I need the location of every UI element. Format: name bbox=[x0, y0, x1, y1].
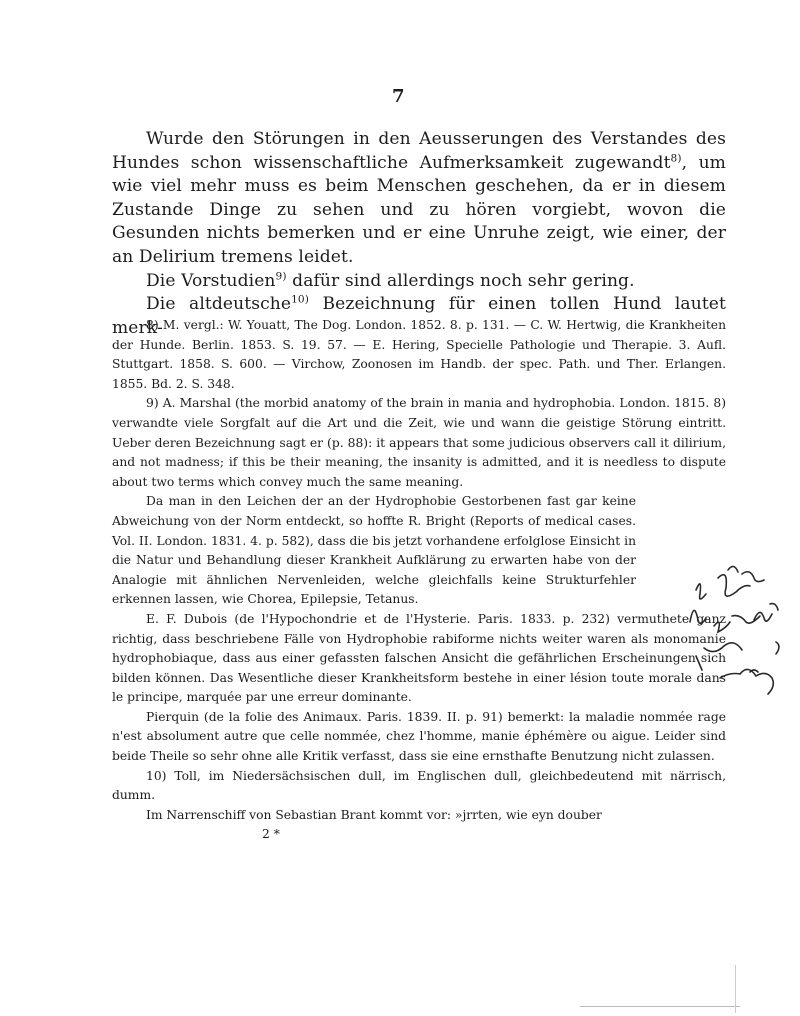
signature-mark: 2 * bbox=[262, 827, 280, 842]
paragraph-3-text: Die altdeutsche bbox=[146, 294, 292, 315]
paragraph-2-text-cont: dafür sind allerdings noch sehr gering. bbox=[286, 270, 635, 291]
footnote-ref-8[interactable]: 8) bbox=[670, 151, 682, 164]
handwritten-annotation-icon bbox=[684, 560, 800, 710]
paragraph-3-text-cont: Bezeichnung für einen tollen Hund lautet merk- bbox=[112, 294, 726, 338]
footnote-ref-9[interactable]: 9) bbox=[275, 269, 287, 282]
page-number: 7 bbox=[392, 86, 405, 107]
footnote-10: 10) Toll, im Niedersächsischen dull, im Englischen dull, gleichbedeutend mit närrisch, dumm. bbox=[112, 768, 726, 803]
paragraph-1-text-cont: , um wie viel mehr muss es beim Menschen geschehen, da er in diesem Zustande Dinge zu sehen und zu hören vorgiebt, wovon die Gesunden nichts bemerken und er eine Unruhe zeigt, wie einer, der an Delirium tremens leidet. bbox=[112, 152, 726, 267]
footnote-8: 8) M. vergl.: W. Youatt, The Dog. London. 1852. 8. p. 131. — C. W. Hertwig, die Krankheiten der Hunde. Berlin. 1853. S. 19. 57. — E. Hering, Specielle Pathologie und Therapie. 3. Aufl. Stuttgart. 1858. S. 600. — Virchow, Zoonosen im Handb. der spec. Path. und Ther. Erlangen. 1855. Bd. 2. S. 348. bbox=[112, 318, 726, 391]
paragraph-2-text: Die Vorstudien bbox=[146, 270, 276, 291]
footnote-9-bright: Da man in den Leichen der an der Hydrophobie Gestorbenen fast gar keine Abweichung von der Norm entdeckt, so hoffte R. Bright (Reports of medical cases. Vol. II. London. 1831. 4. p. 582), dass die bis jetzt vorhandene erfolglose Einsicht in die Natur und Behandlung dieser Krankheit Aufklärung zu erwarten habe von der Analogie mit ähnlichen Nervenleiden, welche gleichfalls keine Strukturfehler erkennen lassen, wie Chorea, Epilepsie, Tetanus. bbox=[112, 494, 636, 607]
page-edge-mark bbox=[735, 965, 736, 1013]
footnotes bbox=[112, 316, 726, 845]
footnote-ref-10[interactable]: 10) bbox=[291, 293, 310, 306]
main-text bbox=[112, 128, 726, 340]
paragraph-1 bbox=[112, 128, 726, 270]
footnote-9-pierquin: Pierquin (de la folie des Animaux. Paris. 1839. II. p. 91) bemerkt: la maladie nommée rage n'est absolument autre que celle nommée, chez l'homme, manie éphémère ou aigue. Leider sind beide Theile so sehr ohne alle Kritik verfasst, dass sie eine ernsthafte Benutzung nicht zulassen. bbox=[112, 709, 726, 764]
footnote-9-dubois: E. F. Dubois (de l'Hypochondrie et de l'Hysterie. Paris. 1833. p. 232) vermuthete ganz richtig, dass beschriebene Fälle von Hydrophobie rabiforme nichts weiter waren als monomanie hydrophobiaque, dass aus einer gefassten falschen Ansicht die gefährlichen Erscheinungen sich bilden können. Das Wesentliche dieser Krankheitsform bestehe in einer lésion toute morale dans le principe, marquée par une erreur dominante. bbox=[112, 611, 726, 705]
bottom-rule bbox=[580, 1006, 740, 1007]
paragraph-2 bbox=[112, 270, 726, 294]
footnote-10-brant: Im Narrenschiff von Sebastian Brant kommt vor: »jrrten, wie eyn douber bbox=[146, 807, 602, 822]
footnote-9: 9) A. Marshal (the morbid anatomy of the brain in mania and hydrophobia. London. 1815. 8) verwandte viele Sorgfalt auf die Art und die Zeit, wie und wann die geistige Störung eintritt. Ueber deren Bezeichnung sagt er (p. 88): it appears that some judicious observers call it dilirium, and not madness; if this be their meaning, the insanity is admitted, and it is needless to dispute about two terms which convey much the same meaning. bbox=[112, 396, 726, 489]
paragraph-1-text: Wurde den Störungen in den Aeusserungen des Verstandes des Hundes schon wissenschaftliche Aufmerksamkeit zugewandt bbox=[112, 129, 726, 173]
